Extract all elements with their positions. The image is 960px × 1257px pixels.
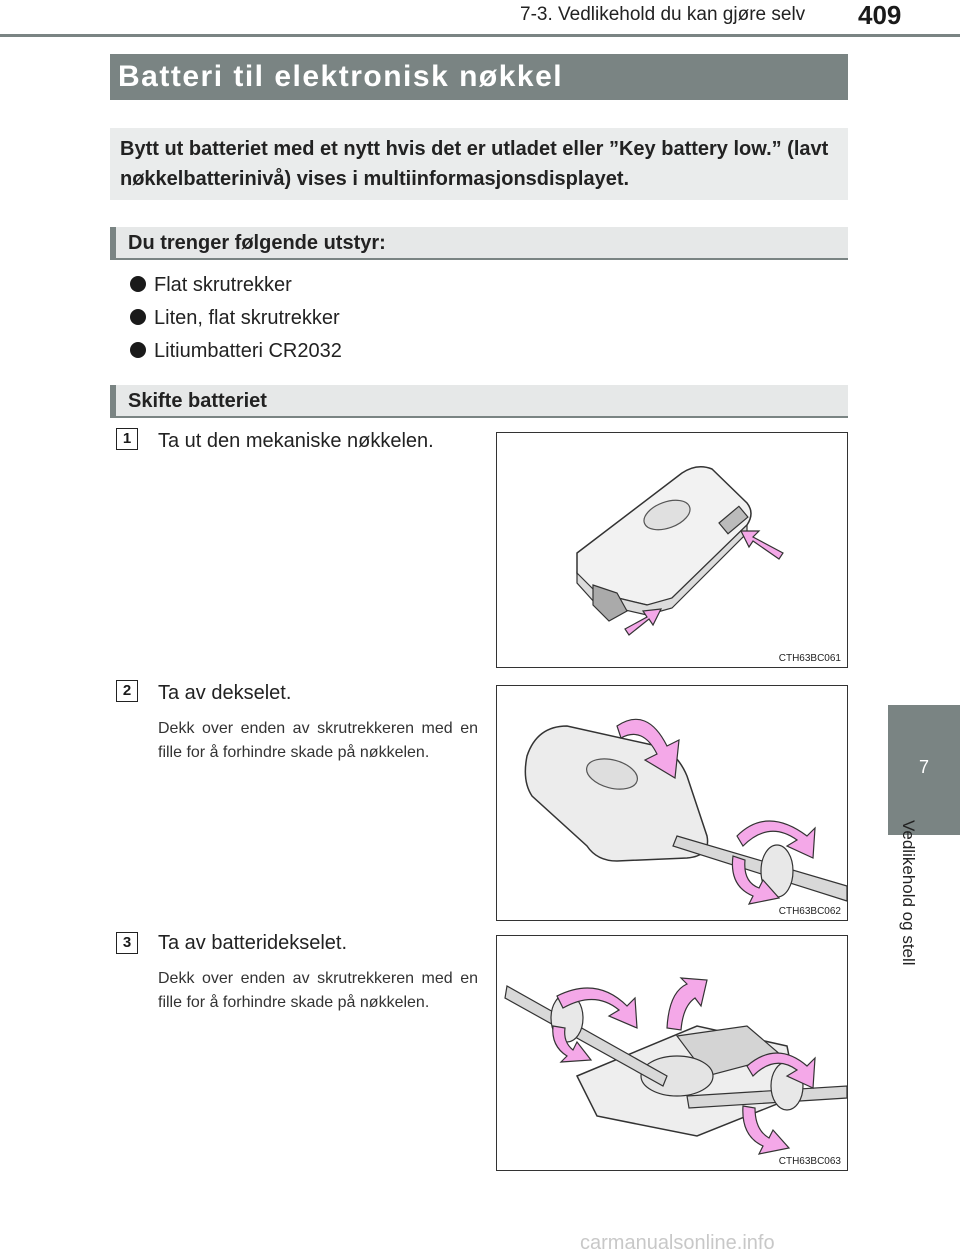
equipment-item xyxy=(130,274,292,297)
section-title: Batteri til elektronisk nøkkel xyxy=(118,60,564,93)
step-1-text: Ta ut den mekaniske nøkkelen. xyxy=(158,430,434,452)
running-header-title: 7-3. Vedlikehold du kan gjøre selv xyxy=(520,4,806,25)
intro-box xyxy=(110,128,848,200)
figure-code: CTH63BC062 xyxy=(778,906,841,917)
equipment-item xyxy=(130,307,340,330)
step-number-2: 2 xyxy=(116,680,138,702)
chapter-side-label xyxy=(900,820,920,1020)
figure-remove-mechanical-key xyxy=(496,432,848,668)
chapter-tab xyxy=(888,705,960,835)
step-2-text: Ta av dekselet. xyxy=(158,682,292,704)
bullet-dot-icon xyxy=(130,309,146,325)
equipment-item-label: Liten, flat skrutrekker xyxy=(154,307,340,329)
page-number: 409 xyxy=(858,0,902,30)
chapter-side-label-text: Vedlikehold og stell xyxy=(899,820,918,966)
watermark: carmanualsonline.info xyxy=(580,1232,775,1254)
key-fob-illustration-2 xyxy=(497,686,849,922)
header-rule xyxy=(0,34,960,37)
equipment-item-label: Litiumbatteri CR2032 xyxy=(154,340,342,362)
figure-remove-battery-cover xyxy=(496,935,848,1171)
figure-remove-cover xyxy=(496,685,848,921)
equipment-item-label: Flat skrutrekker xyxy=(154,274,292,296)
step-3-text: Ta av batteridekselet. xyxy=(158,932,347,954)
step-number-3: 3 xyxy=(116,932,138,954)
replace-heading: Skifte batteriet xyxy=(128,390,267,412)
chapter-number: 7 xyxy=(918,757,929,777)
figure-code: CTH63BC063 xyxy=(778,1156,841,1167)
figure-code: CTH63BC061 xyxy=(778,653,841,664)
equipment-heading: Du trenger følgende utstyr: xyxy=(128,232,386,254)
replace-heading-bar xyxy=(110,385,848,418)
key-fob-illustration-3 xyxy=(497,936,849,1172)
step-3-note: Dekk over enden av skrutrekkeren med en fille for å forhindre skade på nøkkelen. xyxy=(158,970,478,1011)
equipment-item xyxy=(130,340,342,363)
bullet-dot-icon xyxy=(130,342,146,358)
section-title-banner xyxy=(110,54,848,100)
key-fob-illustration-1 xyxy=(497,433,849,669)
step-number-1: 1 xyxy=(116,428,138,450)
intro-text: Bytt ut batteriet med et nytt hvis det er utladet eller ”Key battery low.” (lavt nøkkelbatterinivå) vises i multiinformasjonsdisplayet. xyxy=(120,138,829,190)
equipment-heading-bar xyxy=(110,227,848,260)
step-2-note: Dekk over enden av skrutrekkeren med en fille for å forhindre skade på nøkkelen. xyxy=(158,720,478,761)
bullet-dot-icon xyxy=(130,276,146,292)
